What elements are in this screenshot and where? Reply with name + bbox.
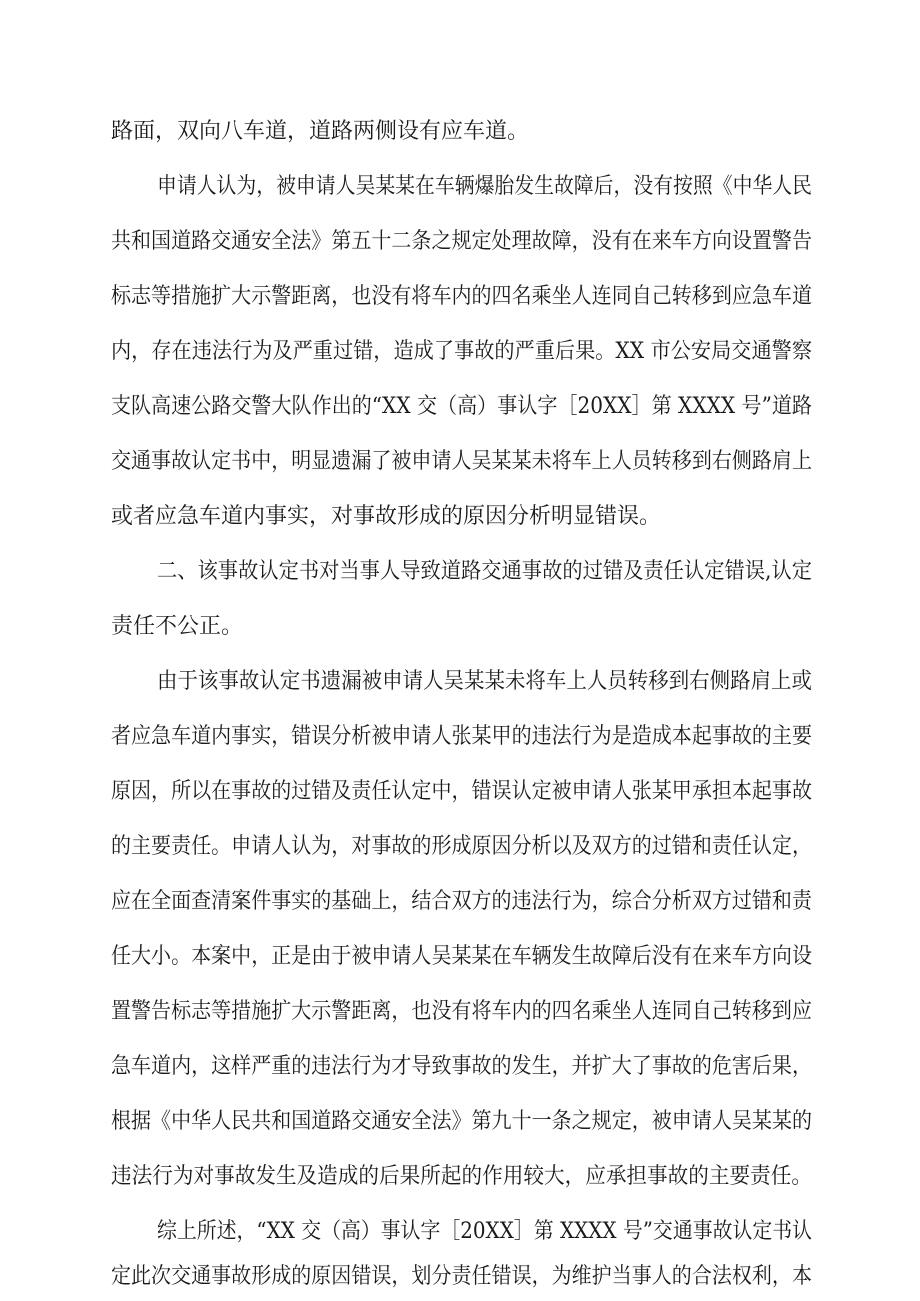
text-line xyxy=(0,883,920,921)
line-text: 置警告标志等措施扩大示警距离，也没有将车内的四名乘坐人连同自己转移到应 xyxy=(111,999,812,1024)
text-line xyxy=(0,388,920,426)
text-line xyxy=(0,1103,920,1141)
line-text: 二、该事故认定书对当事人导致道路交通事故的过错及责任认定错误,认定 xyxy=(157,559,812,584)
text-line xyxy=(0,663,920,701)
text-line xyxy=(0,333,920,371)
line-text: 支队高速公路交警大队作出的“XX 交（高）事认字［20XX］第 XXXX 号”道路 xyxy=(111,394,812,419)
line-text: 或者应急车道内事实，对事故形成的原因分析明显错误。 xyxy=(111,504,662,529)
line-text: 违法行为对事故发生及造成的后果所起的作用较大，应承担事故的主要责任。 xyxy=(111,1164,812,1189)
text-line xyxy=(0,223,920,261)
line-text: 标志等措施扩大示警距离，也没有将车内的四名乘坐人连同自己转移到应急车道 xyxy=(111,284,812,309)
line-text: 应在全面查清案件事实的基础上，结合双方的违法行为，综合分析双方过错和责 xyxy=(111,889,812,914)
line-text: 的主要责任。申请人认为，对事故的形成原因分析以及双方的过错和责任认定， xyxy=(111,834,812,859)
text-line xyxy=(0,828,920,866)
text-line xyxy=(0,278,920,316)
line-text: 原因，所以在事故的过错及责任认定中，错误认定被申请人张某甲承担本起事故 xyxy=(111,779,812,804)
text-line xyxy=(0,608,920,646)
line-text: 定此次交通事故形成的原因错误，划分责任错误，为维护当事人的合法权利，本 xyxy=(111,1264,812,1289)
text-line xyxy=(0,773,920,811)
text-line xyxy=(0,113,920,151)
text-line xyxy=(0,1258,920,1296)
text-line xyxy=(0,443,920,481)
line-text: 任大小。本案中，正是由于被申请人吴某某在车辆发生故障后没有在来车方向设 xyxy=(111,944,812,969)
line-text: 内，存在违法行为及严重过错，造成了事故的严重后果。XX 市公安局交通警察 xyxy=(111,339,812,364)
line-text: 综上所述，“XX 交（高）事认字［20XX］第 XXXX 号”交通事故认定书认 xyxy=(157,1219,812,1244)
text-line xyxy=(0,553,920,591)
line-text: 急车道内，这样严重的违法行为才导致事故的发生，并扩大了事故的危害后果， xyxy=(111,1054,812,1079)
line-text: 根据《中华人民共和国道路交通安全法》第九十一条之规定，被申请人吴某某的 xyxy=(111,1109,812,1134)
line-text: 交通事故认定书中，明显遗漏了被申请人吴某某未将车上人员转移到右侧路肩上 xyxy=(111,449,812,474)
line-text: 路面，双向八车道，道路两侧设有应车道。 xyxy=(111,119,530,144)
text-line xyxy=(0,498,920,536)
text-line xyxy=(0,1213,920,1251)
line-text: 责任不公正。 xyxy=(111,614,244,639)
text-line xyxy=(0,168,920,206)
line-text: 者应急车道内事实，错误分析被申请人张某甲的违法行为是造成本起事故的主要 xyxy=(111,724,812,749)
line-text: 由于该事故认定书遗漏被申请人吴某某未将车上人员转移到右侧路肩上或 xyxy=(157,669,812,694)
line-text: 申请人认为，被申请人吴某某在车辆爆胎发生故障后，没有按照《中华人民 xyxy=(157,174,812,199)
text-line xyxy=(0,1158,920,1196)
text-line xyxy=(0,993,920,1031)
text-line xyxy=(0,718,920,756)
text-line xyxy=(0,1048,920,1086)
text-line xyxy=(0,938,920,976)
line-text: 共和国道路交通安全法》第五十二条之规定处理故障，没有在来车方向设置警告 xyxy=(111,229,812,254)
